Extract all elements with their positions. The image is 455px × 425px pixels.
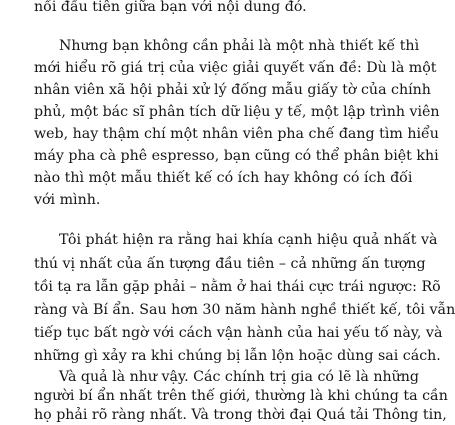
- text-line: tồi tạ ra lẫn gặp phải – nằm ở hai thái cực trái ngược: Rõ: [34, 279, 441, 295]
- text-line: Nhưng bạn không cần phải là một nhà thiết kế thì: [59, 38, 420, 54]
- text-line: Và quả là như vậy. Các chính trị gia có lẽ là những: [59, 369, 420, 385]
- text-line: nối đầu tiên giữa bạn với nội dung đó.: [34, 0, 307, 15]
- text-line: Tôi phát hiện ra rằng hai khía cạnh hiệu quả nhất và: [59, 232, 438, 248]
- text-line: thú vị nhất của ấn tượng đầu tiên – cả những ấn tượng: [34, 256, 426, 272]
- text-line: những gì xảy ra khi chúng bị lẫn lộn hoặc dùng sai cách.: [34, 348, 441, 364]
- text-line: ràng và Bí ẩn. Sau hơn 30 năm hành nghề thiết kế, tôi vẫn: [34, 302, 455, 318]
- text-line: họ phải rõ ràng nhất. Và trong thời đại Quá tải Thông tin,: [34, 407, 447, 423]
- text-line: mới hiểu rõ giá trị của việc giải quyết vấn đề: Dù là một: [34, 60, 437, 76]
- text-line: phủ, một bác sĩ phân tích dữ liệu y tế, một lập trình viên: [34, 104, 440, 120]
- text-line: web, hay thậm chí một nhân viên pha chế đang tìm hiểu: [34, 126, 439, 142]
- text-line: nhân viên xã hội phải xử lý đống mẫu giấy tờ của chính: [34, 82, 431, 98]
- text-line: máy pha cà phê espresso, bạn cũng có thể phân biệt khi: [34, 148, 439, 164]
- text-line: người bí ẩn nhất trên thế giới, thường là khi chúng ta cần: [34, 388, 448, 404]
- text-line: tiếp tục bất ngờ với cách vận hành của hai yếu tố này, và: [34, 325, 443, 341]
- text-line: nào thì một mẫu thiết kế có ích hay không có ích đối: [34, 170, 413, 186]
- text-line: với mình.: [34, 192, 101, 208]
